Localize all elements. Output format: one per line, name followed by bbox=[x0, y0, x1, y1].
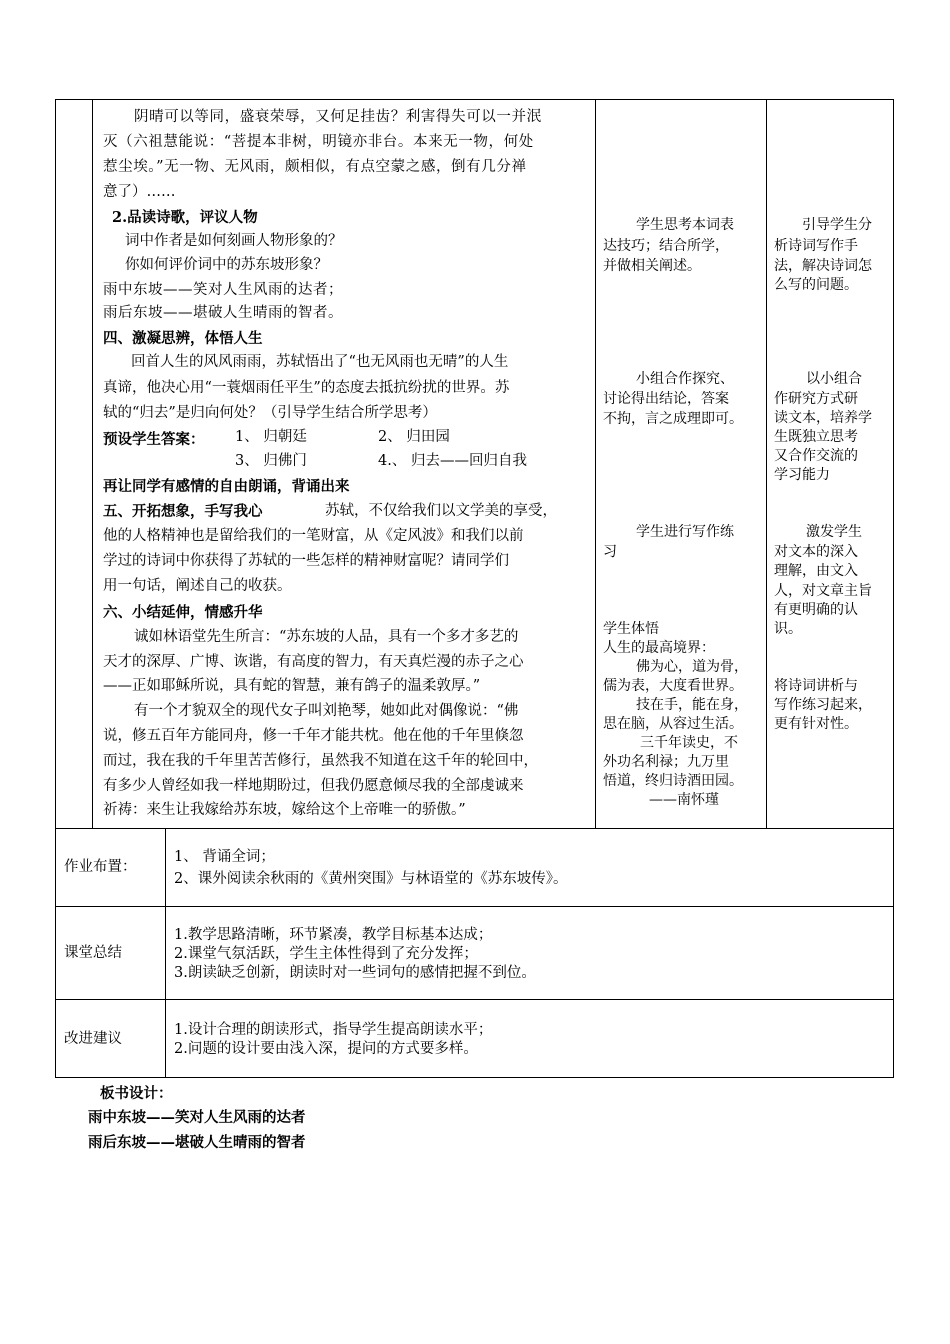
label-column-divider bbox=[165, 828, 166, 1078]
answer-option: 4.、 归去——回归自我 bbox=[378, 453, 527, 469]
row-divider-homework bbox=[55, 906, 894, 907]
table-top-border bbox=[55, 99, 894, 100]
table-bottom-border bbox=[55, 1077, 894, 1078]
lesson-line: 有一个才貌双全的现代女子叫刘艳琴，她如此对偶像说：“佛 bbox=[134, 703, 519, 719]
activity-line: 达技巧；结合所学， bbox=[603, 238, 729, 254]
activity-line: 外功名利禄；九万里 bbox=[603, 754, 729, 770]
lesson-emphasis: 再让同学有感情的自由朗诵，背诵出来 bbox=[103, 478, 350, 495]
lesson-line: 回首人生的风风雨雨，苏轼悟出了“也无风雨也无晴”的人生 bbox=[131, 354, 509, 370]
activity-line: 儒为表，大度看世界。 bbox=[603, 678, 743, 694]
activity-line: 讨论得出结论，答案 bbox=[603, 391, 729, 407]
row-line: 1、 背诵全词； bbox=[174, 849, 275, 865]
section-heading: 六、小结延伸，情感升华 bbox=[103, 604, 263, 621]
intent-line: 写作练习起来， bbox=[774, 697, 872, 713]
board-title: 板书设计： bbox=[100, 1085, 173, 1102]
row-line: 2.课堂气氛活跃，学生主体性得到了充分发挥； bbox=[174, 946, 478, 962]
activity-line: 学生体悟 bbox=[603, 621, 659, 637]
intent-line: 引导学生分 bbox=[802, 217, 872, 233]
intent-line: 以小组合 bbox=[806, 371, 862, 387]
row-divider-summary bbox=[55, 999, 894, 1000]
lesson-line: 真谛，他决心用“一蓑烟雨任平生”的态度去抵抗纷扰的世界。苏 bbox=[103, 380, 510, 396]
lesson-line: 他的人格精神也是留给我们的一笔财富，从《定风波》和我们以前 bbox=[103, 528, 524, 544]
lesson-line: 有多少人曾经如我一样地期盼过，但我仍愿意倾尽我的全部虔诚来 bbox=[103, 778, 524, 794]
row-label: 改进建议 bbox=[64, 1031, 122, 1047]
lesson-subheading: 2.品读诗歌，评议人物 bbox=[112, 209, 258, 226]
answer-option: 2、 归田园 bbox=[378, 429, 450, 445]
lesson-line: 天才的深厚、广博、诙谐，有高度的智力，有天真烂漫的赤子之心 bbox=[103, 654, 524, 670]
lesson-line: 意了）…… bbox=[103, 184, 176, 200]
column-divider-3 bbox=[766, 99, 767, 829]
intent-line: 法，解决诗词怎 bbox=[774, 258, 872, 274]
intent-line: 又合作交流的 bbox=[774, 448, 858, 464]
activity-line: 悟道，终归诗酒田园。 bbox=[603, 773, 743, 789]
lesson-line: 雨中东坡——笑对人生风雨的达者； bbox=[103, 282, 343, 298]
activity-line: 思在脑，从容过生活。 bbox=[603, 716, 743, 732]
activity-line: 习 bbox=[603, 544, 617, 560]
board-line: 雨中东坡——笑对人生风雨的达者 bbox=[88, 1109, 306, 1126]
lesson-line: 阴晴可以等同，盛衰荣辱，又何足挂齿？利害得失可以一并泯 bbox=[134, 109, 542, 125]
row-line: 2、课外阅读余秋雨的《黄州突围》与林语堂的《苏东坡传》。 bbox=[174, 871, 568, 887]
activity-line: 不拘，言之成理即可。 bbox=[603, 411, 743, 427]
lesson-line: ——正如耶稣所说，具有蛇的智慧，兼有鸽子的温柔敦厚。” bbox=[103, 678, 481, 694]
answer-option: 1、 归朝廷 bbox=[235, 429, 307, 445]
lesson-line: 用一句话，阐述自己的收获。 bbox=[103, 578, 292, 594]
table-right-border bbox=[893, 99, 894, 1078]
row-line: 3.朗读缺乏创新，朗读时对一些词句的感情把握不到位。 bbox=[174, 965, 536, 981]
row-line: 1.教学思路清晰，环节紧凑，教学目标基本达成； bbox=[174, 927, 493, 943]
intent-line: 作研究方式研 bbox=[774, 391, 858, 407]
intent-line: 读文本，培养学 bbox=[774, 410, 872, 426]
intent-line: 么写的问题。 bbox=[774, 277, 858, 293]
activity-line: 学生进行写作练 bbox=[636, 524, 734, 540]
activity-line: 并做相关阐述。 bbox=[603, 258, 701, 274]
row-divider-main bbox=[55, 828, 894, 829]
activity-line: 学生思考本词表 bbox=[636, 217, 734, 233]
lesson-line: 轼的“归去”是归向何处？（引导学生结合所学思考） bbox=[103, 405, 437, 421]
activity-line: 人生的最高境界： bbox=[603, 640, 715, 656]
board-line: 雨后东坡——堪破人生晴雨的智者 bbox=[88, 1134, 306, 1151]
intent-line: 理解，由文入 bbox=[774, 563, 858, 579]
intent-line: 激发学生 bbox=[806, 524, 862, 540]
activity-line: 佛为心，道为骨， bbox=[636, 659, 748, 675]
activity-line: 小组合作探究、 bbox=[636, 371, 734, 387]
intent-line: 对文本的深入 bbox=[774, 544, 858, 560]
intent-line: 人，对文章主旨 bbox=[774, 583, 872, 599]
intent-line: 析诗词写作手 bbox=[774, 238, 858, 254]
lesson-line: 学过的诗词中你获得了苏轼的一些怎样的精神财富呢？请同学们 bbox=[103, 553, 509, 569]
row-line: 1.设计合理的朗读形式，指导学生提高朗读水平； bbox=[174, 1022, 493, 1038]
intent-line: 生既独立思考 bbox=[774, 429, 858, 445]
lesson-line: 说，修五百年方能同舟，修一千年才能共枕。他在他的千年里倏忽 bbox=[103, 728, 524, 744]
lesson-line: 苏轼，不仅给我们以文学美的享受， bbox=[325, 503, 557, 519]
answer-label: 预设学生答案： bbox=[103, 431, 205, 448]
activity-line: 三千年读史，不 bbox=[640, 735, 738, 751]
lesson-line: 词中作者是如何刻画人物形象的？ bbox=[125, 233, 343, 249]
lesson-line: 你如何评价词中的苏东坡形象？ bbox=[125, 257, 328, 273]
activity-line: 技在手，能在身， bbox=[636, 697, 748, 713]
answer-option: 3、 归佛门 bbox=[235, 453, 307, 469]
lesson-line: 灭（六祖慧能说：“菩提本非树，明镜亦非台。本来无一物，何处 bbox=[103, 134, 534, 150]
lesson-line: 而过，我在我的千年里苦苦修行，虽然我不知道在这千年的轮回中， bbox=[103, 753, 538, 769]
intent-line: 学习能力 bbox=[774, 467, 830, 483]
column-divider-2 bbox=[595, 99, 596, 829]
section-heading: 五、开拓想象，手写我心 bbox=[103, 503, 263, 520]
row-line: 2.问题的设计要由浅入深，提问的方式要多样。 bbox=[174, 1041, 478, 1057]
column-divider-1 bbox=[92, 99, 93, 829]
row-label: 作业布置： bbox=[64, 859, 137, 875]
section-heading: 四、激凝思辨，体悟人生 bbox=[103, 330, 263, 347]
lesson-line: 惹尘埃。”无一物、无风雨，颇相似，有点空蒙之感，倒有几分禅 bbox=[103, 159, 527, 175]
intent-line: 有更明确的认 bbox=[774, 602, 858, 618]
row-label: 课堂总结 bbox=[64, 945, 122, 961]
lesson-line: 诚如林语堂先生所言：“苏东坡的人品，具有一个多才多艺的 bbox=[134, 629, 519, 645]
lesson-line: 雨后东坡——堪破人生晴雨的智者。 bbox=[103, 305, 343, 321]
activity-line: ——南怀瑾 bbox=[649, 792, 719, 808]
intent-line: 更有针对性。 bbox=[774, 716, 858, 732]
table-left-border bbox=[55, 99, 56, 1078]
intent-line: 将诗词讲析与 bbox=[774, 678, 858, 694]
intent-line: 识。 bbox=[774, 621, 802, 637]
lesson-line: 祈祷：来生让我嫁给苏东坡，嫁给这个上帝唯一的骄傲。” bbox=[103, 802, 466, 818]
